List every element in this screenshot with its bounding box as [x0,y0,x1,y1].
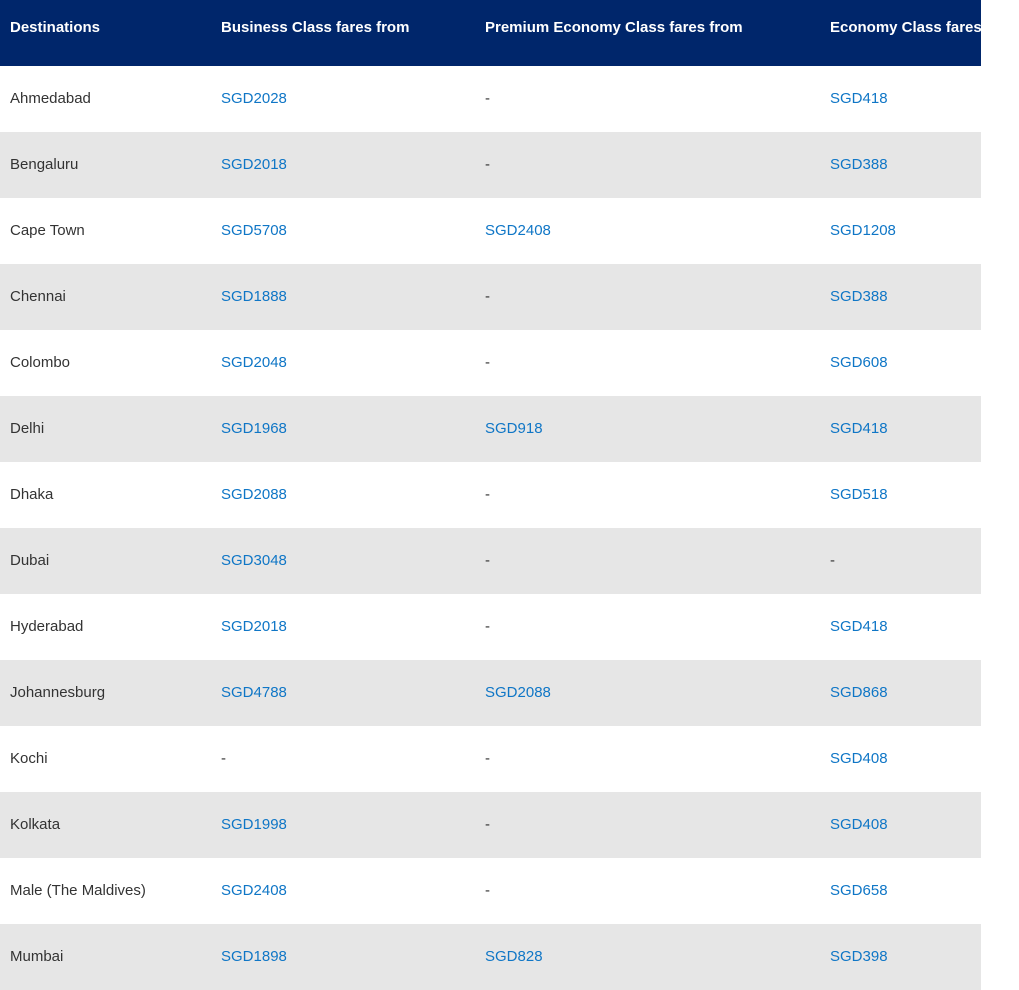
table-row [0,132,981,198]
destination-cell: Hyderabad [10,618,84,635]
destination-cell: Kochi [10,750,48,767]
premium-economy-fare-cell: - [485,816,490,833]
economy-fare-cell[interactable]: SGD398 [830,948,888,965]
premium-economy-fare-cell: - [485,156,490,173]
table-row [0,462,981,528]
business-fare-cell[interactable]: SGD1888 [221,288,287,305]
destination-cell: Dhaka [10,486,54,503]
premium-economy-fare-cell: - [485,288,490,305]
economy-fare-cell: - [830,552,835,569]
destination-cell: Mumbai [10,948,64,965]
destination-cell: Delhi [10,420,45,437]
table-row [0,66,981,132]
table-header-row [0,0,1019,66]
business-fare-cell[interactable]: SGD4788 [221,684,287,701]
table-row [0,396,981,462]
economy-fare-cell[interactable]: SGD408 [830,750,888,767]
economy-fare-cell[interactable]: SGD608 [830,354,888,371]
destination-cell: Dubai [10,552,50,569]
business-fare-cell[interactable]: SGD2018 [221,156,287,173]
premium-economy-fare-cell[interactable]: SGD828 [485,948,543,965]
premium-economy-fare-cell[interactable]: SGD2088 [485,684,551,701]
table-row [0,264,981,330]
business-fare-cell[interactable]: SGD1898 [221,948,287,965]
premium-economy-fare-cell: - [485,552,490,569]
destination-cell: Colombo [10,354,71,371]
economy-fare-cell[interactable]: SGD418 [830,420,888,437]
economy-fare-cell[interactable]: SGD408 [830,816,888,833]
header-destinations: Destinations [10,19,101,36]
economy-fare-cell[interactable]: SGD388 [830,156,888,173]
header-business-class: Business Class fares from [221,19,410,36]
destination-cell: Ahmedabad [10,90,91,107]
table-row [0,858,981,924]
business-fare-cell[interactable]: SGD2048 [221,354,287,371]
table-row [0,792,981,858]
destination-cell: Male (The Maldives) [10,882,146,899]
premium-economy-fare-cell: - [485,486,490,503]
premium-economy-fare-cell: - [485,90,490,107]
table-row [0,528,981,594]
business-fare-cell[interactable]: SGD2088 [221,486,287,503]
business-fare-cell[interactable]: SGD2408 [221,882,287,899]
economy-fare-cell[interactable]: SGD418 [830,90,888,107]
business-fare-cell: - [221,750,226,767]
business-fare-cell[interactable]: SGD2018 [221,618,287,635]
destination-cell: Kolkata [10,816,61,833]
destination-cell: Chennai [10,288,66,305]
premium-economy-fare-cell[interactable]: SGD2408 [485,222,551,239]
header-economy-class: Economy Class fares from [830,19,1019,36]
economy-fare-cell[interactable]: SGD418 [830,618,888,635]
business-fare-cell[interactable]: SGD2028 [221,90,287,107]
business-fare-cell[interactable]: SGD5708 [221,222,287,239]
premium-economy-fare-cell: - [485,750,490,767]
destination-cell: Bengaluru [10,156,79,173]
premium-economy-fare-cell[interactable]: SGD918 [485,420,543,437]
premium-economy-fare-cell: - [485,882,490,899]
premium-economy-fare-cell: - [485,354,490,371]
economy-fare-cell[interactable]: SGD658 [830,882,888,899]
business-fare-cell[interactable]: SGD3048 [221,552,287,569]
premium-economy-fare-cell: - [485,618,490,635]
destination-cell: Johannesburg [10,684,106,701]
business-fare-cell[interactable]: SGD1998 [221,816,287,833]
table-row [0,924,981,990]
economy-fare-cell[interactable]: SGD1208 [830,222,896,239]
economy-fare-cell[interactable]: SGD518 [830,486,888,503]
header-premium-economy-class: Premium Economy Class fares from [485,19,743,36]
table-row [0,726,981,792]
economy-fare-cell[interactable]: SGD388 [830,288,888,305]
table-row [0,198,981,264]
table-row [0,594,981,660]
table-row [0,660,981,726]
destination-cell: Cape Town [10,222,85,239]
table-row [0,330,981,396]
economy-fare-cell[interactable]: SGD868 [830,684,888,701]
business-fare-cell[interactable]: SGD1968 [221,420,287,437]
